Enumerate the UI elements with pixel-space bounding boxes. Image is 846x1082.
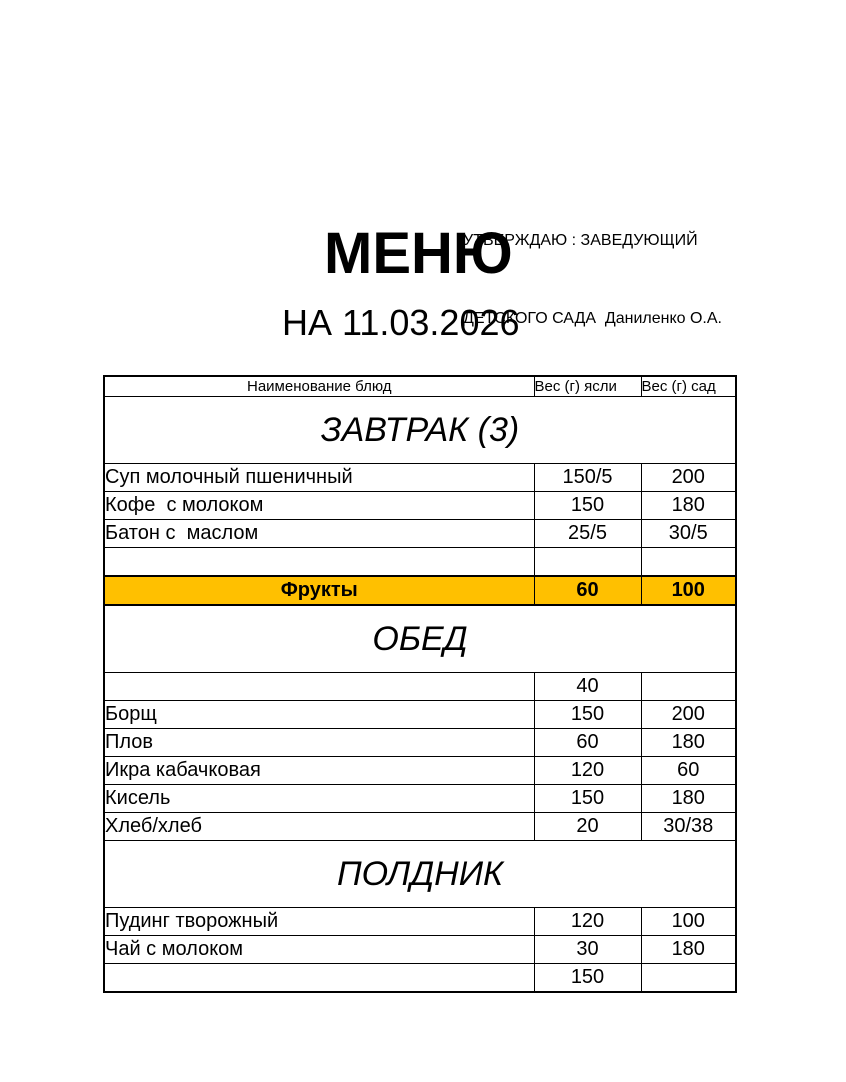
weight-yasli-cell: 120 (534, 908, 641, 936)
table-row (104, 813, 736, 841)
weight-sad-cell (641, 964, 736, 993)
menu-section-row (104, 605, 736, 673)
weight-sad-cell: 180 (641, 785, 736, 813)
page-title: МЕНЮ (324, 221, 513, 286)
dish-name-cell: Фрукты (104, 576, 534, 605)
dish-name-cell (104, 964, 534, 993)
weight-sad-cell: 100 (641, 576, 736, 605)
dish-name-cell: Плов (104, 729, 534, 757)
dish-name-cell: Хлеб/хлеб (104, 813, 534, 841)
dish-name-cell (104, 673, 534, 701)
weight-yasli-cell: 150 (534, 701, 641, 729)
approval-line-1: УТВЕРЖДАЮ : ЗАВЕДУЮЩИЙ (463, 232, 698, 249)
dish-name-cell: Кофе с молоком (104, 492, 534, 520)
highlight-row (104, 576, 736, 605)
weight-sad-cell: 200 (641, 464, 736, 492)
column-header-weight-sad: Вес (г) сад (641, 376, 736, 397)
dish-name-cell: Пудинг творожный (104, 908, 534, 936)
table-row (104, 520, 736, 548)
dish-name-cell: Суп молочный пшеничный (104, 464, 534, 492)
table-header-row (104, 376, 736, 397)
weight-yasli-cell: 30 (534, 936, 641, 964)
weight-yasli-cell: 150 (534, 492, 641, 520)
weight-sad-cell: 180 (641, 492, 736, 520)
table-row (104, 464, 736, 492)
column-header-dish-name: Наименование блюд (104, 376, 534, 397)
dish-name-cell: Борщ (104, 701, 534, 729)
weight-yasli-cell: 150/5 (534, 464, 641, 492)
weight-yasli-cell (534, 548, 641, 577)
menu-section-row (104, 841, 736, 908)
table-row (104, 757, 736, 785)
weight-sad-cell: 30/5 (641, 520, 736, 548)
weight-yasli-cell: 60 (534, 729, 641, 757)
weight-sad-cell: 200 (641, 701, 736, 729)
weight-sad-cell: 100 (641, 908, 736, 936)
weight-yasli-cell: 60 (534, 576, 641, 605)
dish-name-cell: Икра кабачковая (104, 757, 534, 785)
weight-yasli-cell: 25/5 (534, 520, 641, 548)
column-header-weight-yasli: Вес (г) ясли (534, 376, 641, 397)
table-row (104, 729, 736, 757)
table-row (104, 548, 736, 577)
table-row (104, 492, 736, 520)
weight-sad-cell: 180 (641, 729, 736, 757)
weight-sad-cell (641, 548, 736, 577)
table-row (104, 964, 736, 993)
weight-sad-cell: 180 (641, 936, 736, 964)
weight-sad-cell: 60 (641, 757, 736, 785)
dish-name-cell (104, 548, 534, 577)
dish-name-cell: Кисель (104, 785, 534, 813)
weight-sad-cell (641, 673, 736, 701)
section-title: ОБЕД (104, 605, 736, 673)
table-row (104, 936, 736, 964)
weight-yasli-cell: 20 (534, 813, 641, 841)
table-row (104, 673, 736, 701)
table-row (104, 908, 736, 936)
dish-name-cell: Чай с молоком (104, 936, 534, 964)
approval-line-2: ДЕТСКОГО САДА Даниленко О.А. (463, 310, 722, 327)
section-title: ЗАВТРАК (3) (104, 397, 736, 464)
menu-date: НА 11.03.2026 (282, 302, 520, 343)
menu-section-row (104, 397, 736, 464)
weight-yasli-cell: 40 (534, 673, 641, 701)
weight-sad-cell: 30/38 (641, 813, 736, 841)
weight-yasli-cell: 120 (534, 757, 641, 785)
weight-yasli-cell: 150 (534, 964, 641, 993)
menu-table (103, 375, 737, 993)
section-title: ПОЛДНИК (104, 841, 736, 908)
weight-yasli-cell: 150 (534, 785, 641, 813)
table-row (104, 785, 736, 813)
dish-name-cell: Батон с маслом (104, 520, 534, 548)
table-row (104, 701, 736, 729)
